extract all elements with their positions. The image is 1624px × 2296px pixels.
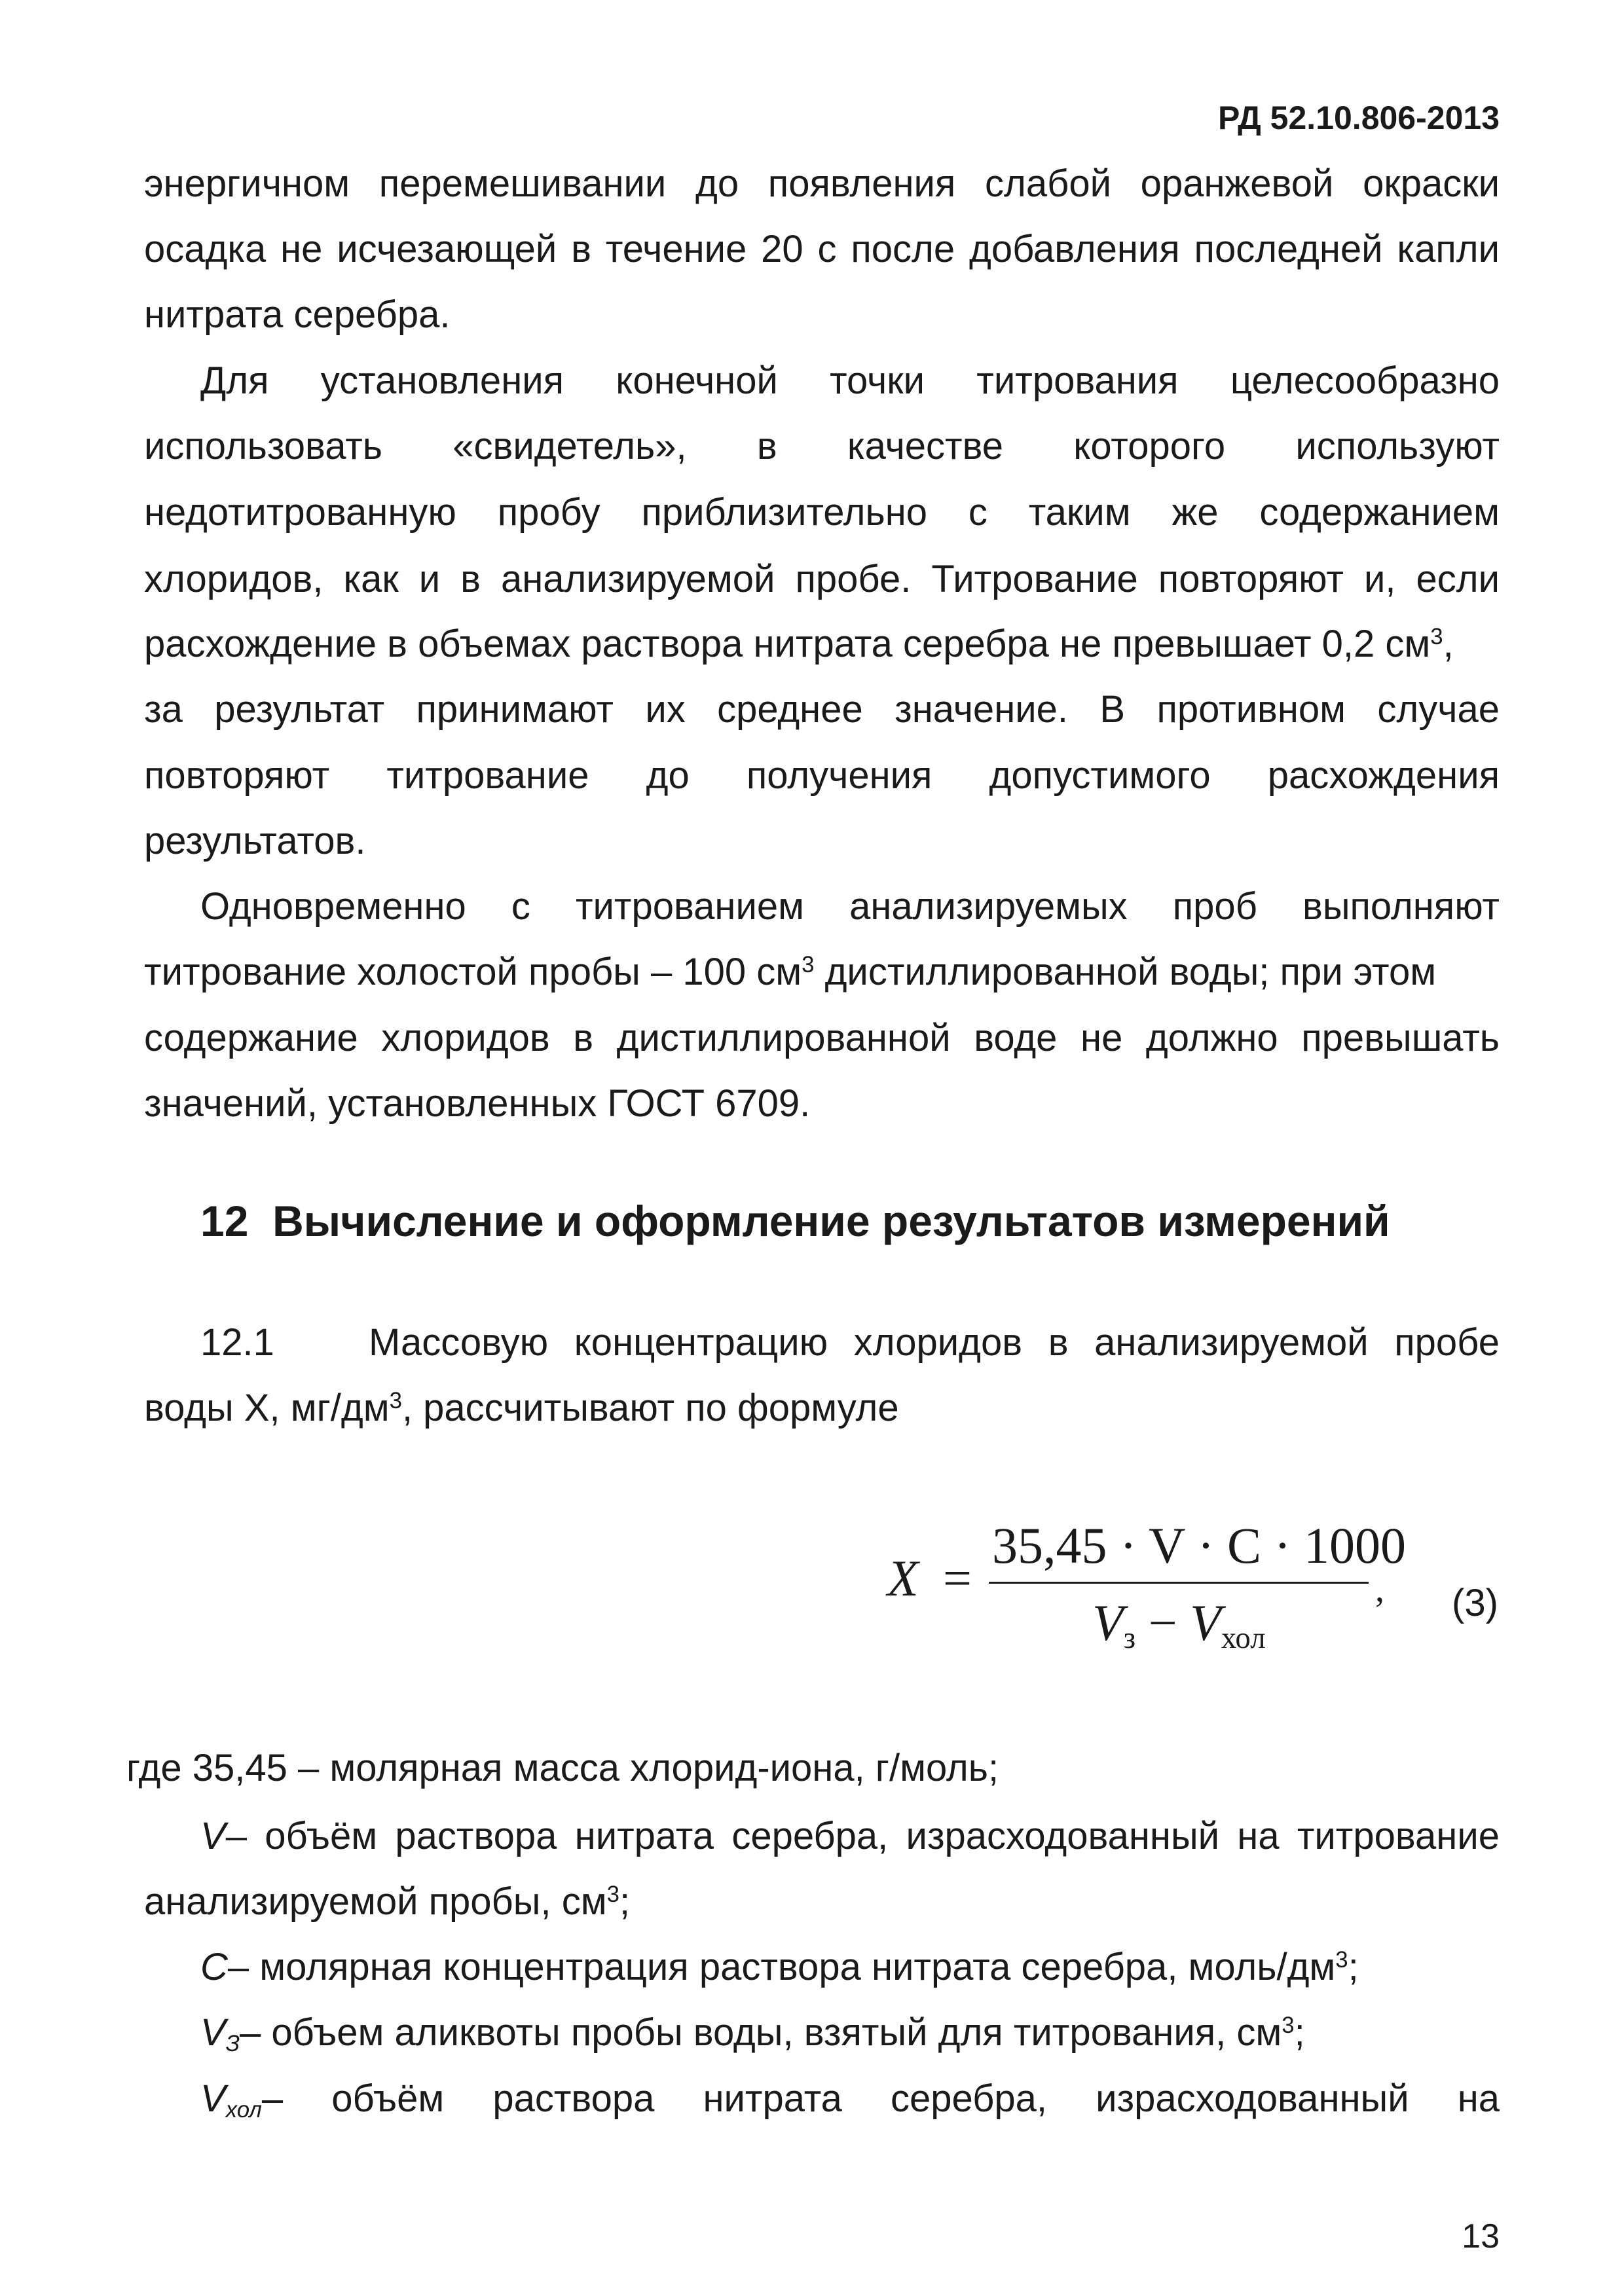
superscript-3: 3: [802, 951, 815, 977]
superscript-3: 3: [1430, 623, 1443, 649]
clause-line2: [144, 1389, 899, 1427]
formula-equals: =: [943, 1550, 972, 1607]
para2-line8: результатов.: [144, 820, 366, 862]
den-minus: −: [1148, 1594, 1177, 1651]
where-vz-tail: ;: [1294, 2011, 1305, 2054]
den-v1: V: [1092, 1594, 1124, 1651]
para3-line2-a: титрование холостой пробы – 100 см: [144, 951, 802, 993]
where-vz-line: [200, 2011, 1305, 2056]
clause-line2-b: , рассчитывают по формуле: [401, 1387, 899, 1429]
para3-line2: [144, 953, 1436, 991]
para3-line2-b: дистиллированной воды; при этом: [814, 951, 1437, 993]
formula-lhs: X: [887, 1550, 919, 1607]
para2-line2: использовать «свидетель», в качестве которого используют: [144, 425, 1500, 467]
section-number: 12: [200, 1197, 249, 1245]
para1-line3: нитрата серебра.: [144, 293, 451, 336]
para2-line5: [144, 625, 1454, 663]
para2-line1: Для установления конечной точки титрования целесообразно: [200, 359, 1500, 402]
superscript-3: 3: [1282, 2012, 1295, 2038]
page-number: 13: [1462, 2217, 1500, 2255]
para3-line3: содержание хлоридов в дистиллированной воде не должно превышать: [144, 1017, 1500, 1059]
where-c-tail: ;: [1348, 1946, 1359, 1988]
section-heading: [200, 1199, 1390, 1243]
where-vh-line: [200, 2077, 1500, 2123]
where-v-line2: [144, 1880, 631, 1923]
den-v1-sub: з: [1123, 1620, 1136, 1655]
para2-line3: недотитрованную пробу приблизительно с таким же содержанием: [144, 491, 1500, 534]
where-c-symbol: C: [200, 1946, 228, 1988]
den-v2: V: [1190, 1594, 1221, 1651]
para1-line1: энергичном перемешивании до появления слабой оранжевой окраски: [144, 162, 1500, 205]
where-v-line2-tail: ;: [619, 1880, 631, 1923]
section-title: Вычисление и оформление результатов измерений: [272, 1197, 1390, 1245]
where-vz-sub: З: [225, 2030, 240, 2056]
where-vh-text: – объём раствора нитрата серебра, израсходованный на: [261, 2077, 1500, 2120]
para2-line4: хлоридов, как и в анализируемой пробе. Титрование повторяют и, если: [144, 558, 1500, 600]
where-intro: где 35,45 – молярная масса хлорид-иона, г/моль;: [126, 1747, 999, 1789]
where-vh-symbol: V: [200, 2077, 226, 2120]
para1-line2: осадка не исчезающей в течение 20 с после добавления последней капли: [144, 228, 1500, 270]
where-vz-symbol: V: [200, 2011, 226, 2054]
superscript-3: 3: [1335, 1946, 1348, 1973]
para2-line5-tail: ,: [1443, 623, 1454, 665]
den-v2-sub: хол: [1221, 1620, 1266, 1655]
formula-numerator: 35,45 · V · C · 1000: [992, 1517, 1406, 1574]
superscript-3: 3: [389, 1387, 402, 1413]
superscript-3: 3: [606, 1881, 619, 1907]
where-vz-text: – объем аликвоты пробы воды, взятый для титрования, см: [240, 2011, 1282, 2054]
where-v-text: – объём раствора нитрата серебра, израсходованный на титрование: [225, 1815, 1500, 1857]
para2-line6: за результат принимают их среднее значение. В противном случае: [144, 688, 1500, 731]
document-code: РД 52.10.806-2013: [1217, 100, 1500, 136]
where-v-symbol: V: [200, 1815, 226, 1857]
where-c-text: – молярная концентрация раствора нитрата серебра, моль/дм: [227, 1946, 1336, 1988]
where-v-line2-text: анализируемой пробы, см: [144, 1880, 607, 1923]
clause-number: 12.1: [200, 1321, 274, 1364]
para3-line1: Одновременно с титрованием анализируемых проб выполняют: [200, 885, 1500, 928]
where-v-line1: [200, 1817, 1500, 1855]
where-vh-sub: хол: [225, 2096, 262, 2123]
para3-line4: значений, установленных ГОСТ 6709.: [144, 1082, 811, 1125]
formula-denominator: [1092, 1594, 1266, 1655]
para2-line5-text: расхождение в объемах раствора нитрата серебра не превышает 0,2 см: [144, 623, 1431, 665]
fraction-bar: [989, 1582, 1369, 1584]
formula-number: (3): [1452, 1582, 1498, 1624]
where-c-line: [200, 1948, 1359, 1986]
clause-line2-a: воды X, мг/дм: [144, 1387, 390, 1429]
formula-comma: ,: [1375, 1569, 1384, 1610]
para2-line7: повторяют титрование до получения допустимого расхождения: [144, 754, 1500, 797]
clause-line1: Массовую концентрацию хлоридов в анализируемой пробе: [369, 1321, 1500, 1364]
